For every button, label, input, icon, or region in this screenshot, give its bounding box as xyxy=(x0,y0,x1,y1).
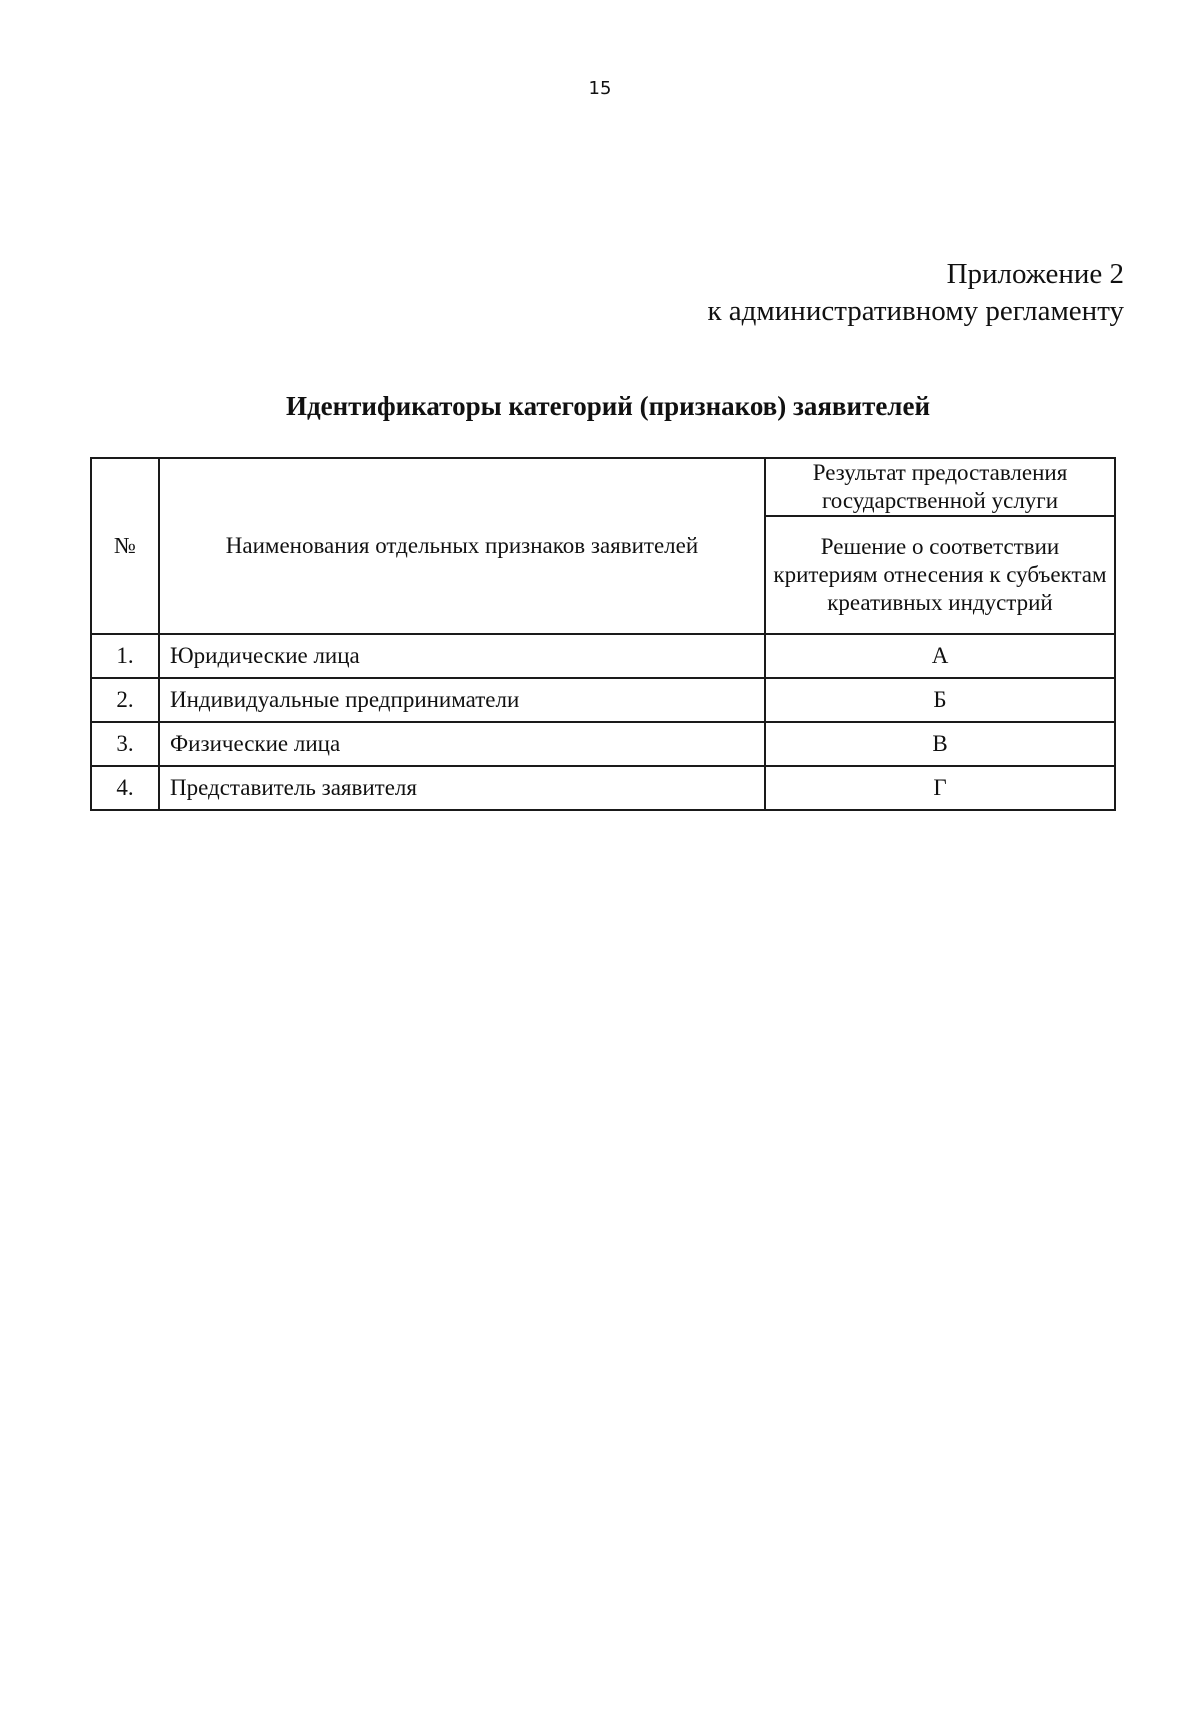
appendix-line-2: к административному регламенту xyxy=(707,295,1124,327)
row-name: Физические лица xyxy=(159,722,765,766)
header-number: № xyxy=(91,458,159,634)
applicant-categories-table xyxy=(90,457,1116,811)
header-result: Результат предоставления государственной услуги xyxy=(765,458,1115,516)
row-code: В xyxy=(765,722,1115,766)
row-code: А xyxy=(765,634,1115,678)
appendix-line-1: Приложение 2 xyxy=(946,258,1124,290)
row-number: 2. xyxy=(91,678,159,722)
row-number: 4. xyxy=(91,766,159,810)
header-decision: Решение о соответствии критериям отнесения к субъектам креативных индустрий xyxy=(765,516,1115,634)
row-number: 1. xyxy=(91,634,159,678)
row-code: Б xyxy=(765,678,1115,722)
row-name: Представитель заявителя xyxy=(159,766,765,810)
table-row xyxy=(91,678,1115,722)
table-header-row xyxy=(91,458,1115,516)
row-name: Индивидуальные предприниматели xyxy=(159,678,765,722)
page-number: 15 xyxy=(588,78,612,99)
appendix-note xyxy=(707,256,1124,330)
row-number: 3. xyxy=(91,722,159,766)
table-row xyxy=(91,634,1115,678)
table-row xyxy=(91,722,1115,766)
row-code: Г xyxy=(765,766,1115,810)
header-name: Наименования отдельных признаков заявителей xyxy=(159,458,765,634)
document-title: Идентификаторы категорий (признаков) заявителей xyxy=(285,391,931,421)
table-row xyxy=(91,766,1115,810)
row-name: Юридические лица xyxy=(159,634,765,678)
